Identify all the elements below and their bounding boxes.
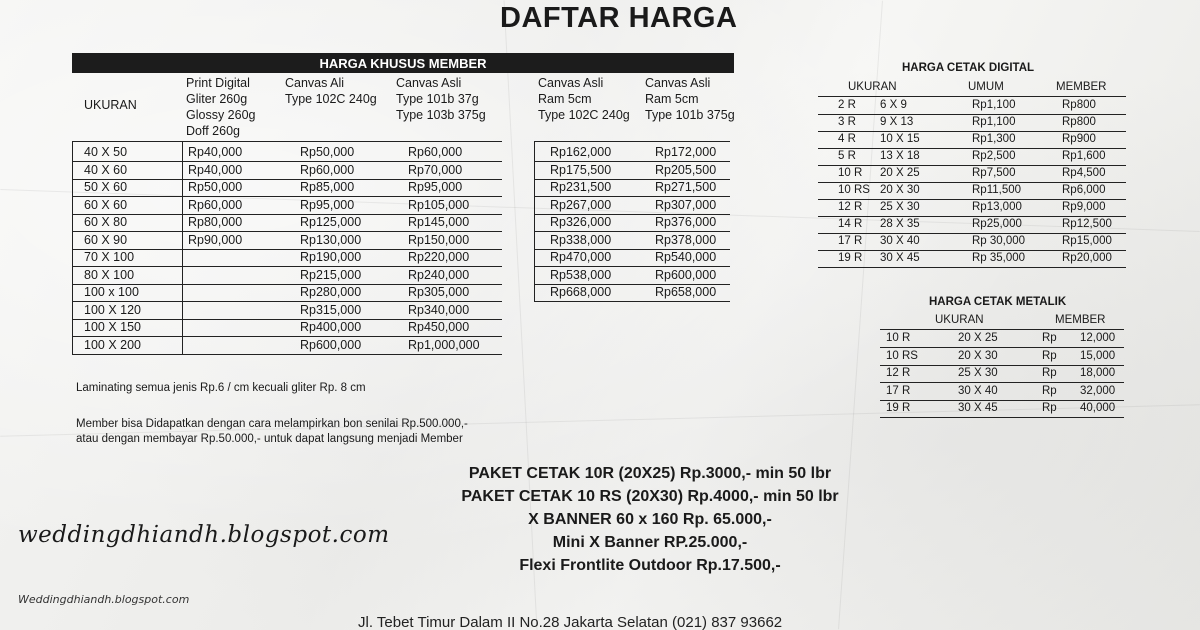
digital-table-cell: Rp800 bbox=[1062, 99, 1096, 111]
table-rule bbox=[72, 141, 73, 354]
member-table-cell: 60 X 90 bbox=[84, 232, 128, 247]
member-table-cell: Rp145,000 bbox=[408, 215, 470, 229]
member-table-cell: Rp105,000 bbox=[408, 197, 470, 212]
member-table-cell: 100 x 100 bbox=[84, 285, 139, 299]
metalik-table-cell: 25 X 30 bbox=[958, 367, 998, 379]
member-table-cell: Rp85,000 bbox=[300, 180, 355, 194]
page-title: DAFTAR HARGA bbox=[500, 2, 738, 34]
table-rule bbox=[182, 141, 183, 354]
metalik-table-cell: Rp bbox=[1042, 402, 1057, 414]
member-table-cell: Rp305,000 bbox=[408, 285, 470, 299]
digital-table-cell: 10 X 15 bbox=[880, 133, 920, 145]
digital-table-cell: Rp6,000 bbox=[1062, 184, 1106, 196]
digital-table-cell: Rp1,100 bbox=[972, 116, 1016, 128]
member-note-line1: Member bisa Didapatkan dengan cara melampirkan bon senilai Rp.500.000,- bbox=[76, 418, 468, 430]
member-table-cell: 100 X 120 bbox=[84, 302, 141, 317]
member-table-cell: Rp90,000 bbox=[188, 232, 243, 247]
member-table-cell: Rp95,000 bbox=[408, 180, 463, 194]
member-column-header: Glossy 260g bbox=[186, 108, 256, 122]
metalik-table-cell: 18,000 bbox=[1080, 367, 1116, 379]
member-table-cell: 40 X 60 bbox=[84, 162, 128, 177]
digital-table-cell: 30 X 40 bbox=[880, 235, 920, 247]
member-table-cell: Rp376,000 bbox=[655, 215, 717, 229]
member-table-cell: 60 X 80 bbox=[84, 215, 128, 229]
member-table-cell: Rp600,000 bbox=[300, 337, 362, 352]
metalik-table-cell: 32,000 bbox=[1080, 384, 1116, 397]
member-column-header: Canvas Ali bbox=[285, 76, 345, 90]
member-table-cell: 100 X 200 bbox=[84, 337, 141, 352]
digital-table-cell: 5 R bbox=[838, 150, 856, 162]
digital-table-cell: Rp900 bbox=[1062, 133, 1096, 145]
member-table-cell: Rp60,000 bbox=[300, 162, 355, 177]
digital-column-header: UMUM bbox=[968, 81, 1004, 93]
digital-column-header: MEMBER bbox=[1056, 81, 1107, 93]
table-rule bbox=[534, 141, 535, 302]
digital-table-cell: Rp20,000 bbox=[1062, 252, 1112, 264]
member-table-cell: 100 X 150 bbox=[84, 320, 141, 334]
member-table-cell: Rp220,000 bbox=[408, 250, 470, 264]
member-table-cell: Rp172,000 bbox=[655, 145, 717, 159]
member-table-cell: 50 X 60 bbox=[84, 180, 128, 194]
member-column-header: Ram 5cm bbox=[645, 92, 699, 106]
metalik-table-cell: 40,000 bbox=[1080, 402, 1116, 414]
member-table-cell: Rp538,000 bbox=[550, 267, 612, 282]
digital-table-cell: 2 R bbox=[838, 99, 856, 111]
digital-table-cell: 6 X 9 bbox=[880, 99, 907, 111]
table-rule bbox=[72, 141, 502, 142]
digital-table-cell: Rp7,500 bbox=[972, 167, 1016, 179]
digital-table-cell: 28 X 35 bbox=[880, 218, 920, 230]
member-table-cell: Rp307,000 bbox=[655, 197, 717, 212]
member-column-header: Type 101b 375g bbox=[645, 108, 735, 122]
member-table-cell: Rp1,000,000 bbox=[408, 337, 480, 352]
member-table-cell: Rp40,000 bbox=[188, 145, 243, 159]
digital-table-cell: 17 R bbox=[838, 235, 863, 247]
table-rule bbox=[880, 417, 1124, 418]
metalik-table-cell: 17 R bbox=[886, 384, 911, 397]
digital-column-header: UKURAN bbox=[848, 81, 897, 93]
member-table-cell: Rp668,000 bbox=[550, 285, 612, 299]
table-rule bbox=[534, 141, 730, 142]
member-table-cell: Rp205,500 bbox=[655, 162, 717, 177]
digital-table-cell: Rp25,000 bbox=[972, 218, 1022, 230]
member-column-header: Gliter 260g bbox=[186, 92, 248, 106]
member-column-header: Type 102C 240g bbox=[538, 108, 630, 122]
member-table-cell: Rp215,000 bbox=[300, 267, 362, 282]
metalik-column-header: UKURAN bbox=[935, 314, 984, 326]
member-table-title: HARGA KHUSUS MEMBER bbox=[319, 55, 487, 71]
member-column-header: Doff 260g bbox=[186, 124, 240, 138]
metalik-table-cell: 15,000 bbox=[1080, 349, 1116, 362]
member-table-cell: Rp540,000 bbox=[655, 250, 717, 264]
member-column-header: UKURAN bbox=[84, 98, 137, 112]
digital-table-cell: Rp2,500 bbox=[972, 150, 1016, 162]
metalik-table-cell: Rp bbox=[1042, 384, 1057, 397]
member-table-cell: Rp280,000 bbox=[300, 285, 362, 299]
member-table-cell: Rp50,000 bbox=[188, 180, 243, 194]
metalik-table-cell: 12 R bbox=[886, 367, 911, 379]
table-rule bbox=[534, 301, 730, 302]
digital-table-cell: Rp4,500 bbox=[1062, 167, 1106, 179]
member-table-cell: 70 X 100 bbox=[84, 250, 135, 264]
digital-table-cell: Rp1,100 bbox=[972, 99, 1016, 111]
member-table-cell: Rp70,000 bbox=[408, 162, 463, 177]
member-table-cell: Rp326,000 bbox=[550, 215, 612, 229]
member-column-header: Print Digital bbox=[186, 76, 250, 90]
handwritten-url: Weddingdhiandh.blogspot.com bbox=[18, 593, 190, 606]
member-table-cell: 80 X 100 bbox=[84, 267, 135, 282]
member-table-cell: Rp470,000 bbox=[550, 250, 612, 264]
laminating-note: Laminating semua jenis Rp.6 / cm kecuali gliter Rp. 8 cm bbox=[76, 382, 366, 394]
member-table-cell: 40 X 50 bbox=[84, 145, 128, 159]
metalik-table-cell: Rp bbox=[1042, 367, 1057, 379]
paket-line: Flexi Frontlite Outdoor Rp.17.500,- bbox=[519, 557, 781, 574]
member-column-header: Type 102C 240g bbox=[285, 92, 377, 106]
member-column-header: Type 103b 375g bbox=[396, 108, 486, 122]
member-table-cell: Rp50,000 bbox=[300, 145, 355, 159]
member-table-cell: Rp162,000 bbox=[550, 145, 612, 159]
member-table-cell: 60 X 60 bbox=[84, 197, 128, 212]
digital-table-cell: 30 X 45 bbox=[880, 252, 920, 264]
digital-table-cell: 3 R bbox=[838, 116, 856, 128]
blog-watermark: weddingdhiandh.blogspot.com bbox=[18, 522, 390, 548]
digital-table-cell: Rp1,300 bbox=[972, 133, 1016, 145]
metalik-table-cell: 30 X 40 bbox=[958, 384, 998, 397]
member-table-cell: Rp658,000 bbox=[655, 285, 717, 299]
digital-table-cell: 19 R bbox=[838, 252, 863, 264]
metalik-table-cell: 20 X 30 bbox=[958, 349, 998, 362]
paket-line: PAKET CETAK 10R (20X25) Rp.3000,- min 50 lbr bbox=[468, 465, 832, 482]
metalik-table-cell: Rp bbox=[1042, 349, 1057, 362]
member-table-cell: Rp40,000 bbox=[188, 162, 243, 177]
metalik-column-header: MEMBER bbox=[1055, 314, 1106, 326]
member-table-cell: Rp80,000 bbox=[188, 215, 243, 229]
digital-table-cell: 25 X 30 bbox=[880, 201, 920, 213]
member-column-header: Canvas Asli bbox=[645, 76, 711, 90]
member-note-line2: atau dengan membayar Rp.50.000,- untuk dapat langsung menjadi Member bbox=[76, 433, 463, 445]
member-column-header: Ram 5cm bbox=[538, 92, 592, 106]
metalik-table-cell: 20 X 25 bbox=[958, 332, 998, 344]
paket-line: PAKET CETAK 10 RS (20X30) Rp.4000,- min 50 lbr bbox=[461, 488, 839, 505]
member-table-cell: Rp95,000 bbox=[300, 197, 355, 212]
member-table-cell: Rp600,000 bbox=[655, 267, 717, 282]
digital-table-cell: 14 R bbox=[838, 218, 863, 230]
digital-table-cell: Rp15,000 bbox=[1062, 235, 1112, 247]
metalik-table-title: HARGA CETAK METALIK bbox=[929, 296, 1067, 308]
member-table-cell: Rp231,500 bbox=[550, 180, 612, 194]
digital-table-cell: Rp13,000 bbox=[972, 201, 1022, 213]
digital-table-title: HARGA CETAK DIGITAL bbox=[902, 62, 1035, 74]
member-table-cell: Rp60,000 bbox=[188, 197, 243, 212]
member-table-cell: Rp340,000 bbox=[408, 302, 470, 317]
digital-table-cell: 20 X 30 bbox=[880, 184, 920, 196]
digital-table-cell: 12 R bbox=[838, 201, 863, 213]
member-table-cell: Rp60,000 bbox=[408, 145, 463, 159]
member-column-header: Canvas Asli bbox=[396, 76, 462, 90]
digital-table-cell: 9 X 13 bbox=[880, 116, 914, 128]
member-table-cell: Rp400,000 bbox=[300, 320, 362, 334]
digital-table-cell: 10 RS bbox=[838, 184, 870, 196]
metalik-table-cell: 30 X 45 bbox=[958, 402, 998, 414]
digital-table-cell: 13 X 18 bbox=[880, 150, 920, 162]
metalik-table-cell: Rp bbox=[1042, 332, 1057, 344]
digital-table-cell: 10 R bbox=[838, 167, 863, 179]
member-table-cell: Rp125,000 bbox=[300, 215, 362, 229]
digital-table-cell: Rp 35,000 bbox=[972, 252, 1026, 264]
member-table-cell: Rp190,000 bbox=[300, 250, 362, 264]
paket-line: X BANNER 60 x 160 Rp. 65.000,- bbox=[528, 511, 772, 528]
member-table-cell: Rp271,500 bbox=[655, 180, 717, 194]
member-table-cell: Rp378,000 bbox=[655, 232, 717, 247]
member-table-cell: Rp130,000 bbox=[300, 232, 362, 247]
member-column-header: Canvas Asli bbox=[538, 76, 604, 90]
digital-table-cell: Rp9,000 bbox=[1062, 201, 1106, 213]
member-table-cell: Rp450,000 bbox=[408, 320, 470, 334]
digital-table-cell: Rp 30,000 bbox=[972, 235, 1026, 247]
metalik-table-cell: 12,000 bbox=[1080, 332, 1116, 344]
member-table-header-bar bbox=[72, 53, 734, 73]
digital-table-cell: Rp800 bbox=[1062, 116, 1096, 128]
paket-line: Mini X Banner RP.25.000,- bbox=[552, 534, 748, 551]
metalik-table-cell: 19 R bbox=[886, 402, 911, 414]
digital-table-cell: Rp11,500 bbox=[972, 184, 1022, 196]
digital-table-cell: 4 R bbox=[838, 133, 856, 145]
member-table-cell: Rp150,000 bbox=[408, 232, 470, 247]
member-column-header: Type 101b 37g bbox=[396, 92, 479, 106]
digital-table-cell: Rp1,600 bbox=[1062, 150, 1106, 162]
table-rule bbox=[818, 267, 1126, 268]
member-table-cell: Rp240,000 bbox=[408, 267, 470, 282]
member-table-cell: Rp315,000 bbox=[300, 302, 362, 317]
address-line: Jl. Tebet Timur Dalam II No.28 Jakarta Selatan (021) 837 93662 bbox=[358, 614, 783, 630]
metalik-table-cell: 10 R bbox=[886, 332, 911, 344]
digital-table-cell: 20 X 25 bbox=[880, 167, 920, 179]
member-table-cell: Rp267,000 bbox=[550, 197, 612, 212]
metalik-table-cell: 10 RS bbox=[886, 349, 918, 362]
member-table-cell: Rp338,000 bbox=[550, 232, 612, 247]
table-rule bbox=[72, 354, 502, 355]
digital-table-cell: Rp12,500 bbox=[1062, 218, 1112, 230]
member-table-cell: Rp175,500 bbox=[550, 162, 612, 177]
